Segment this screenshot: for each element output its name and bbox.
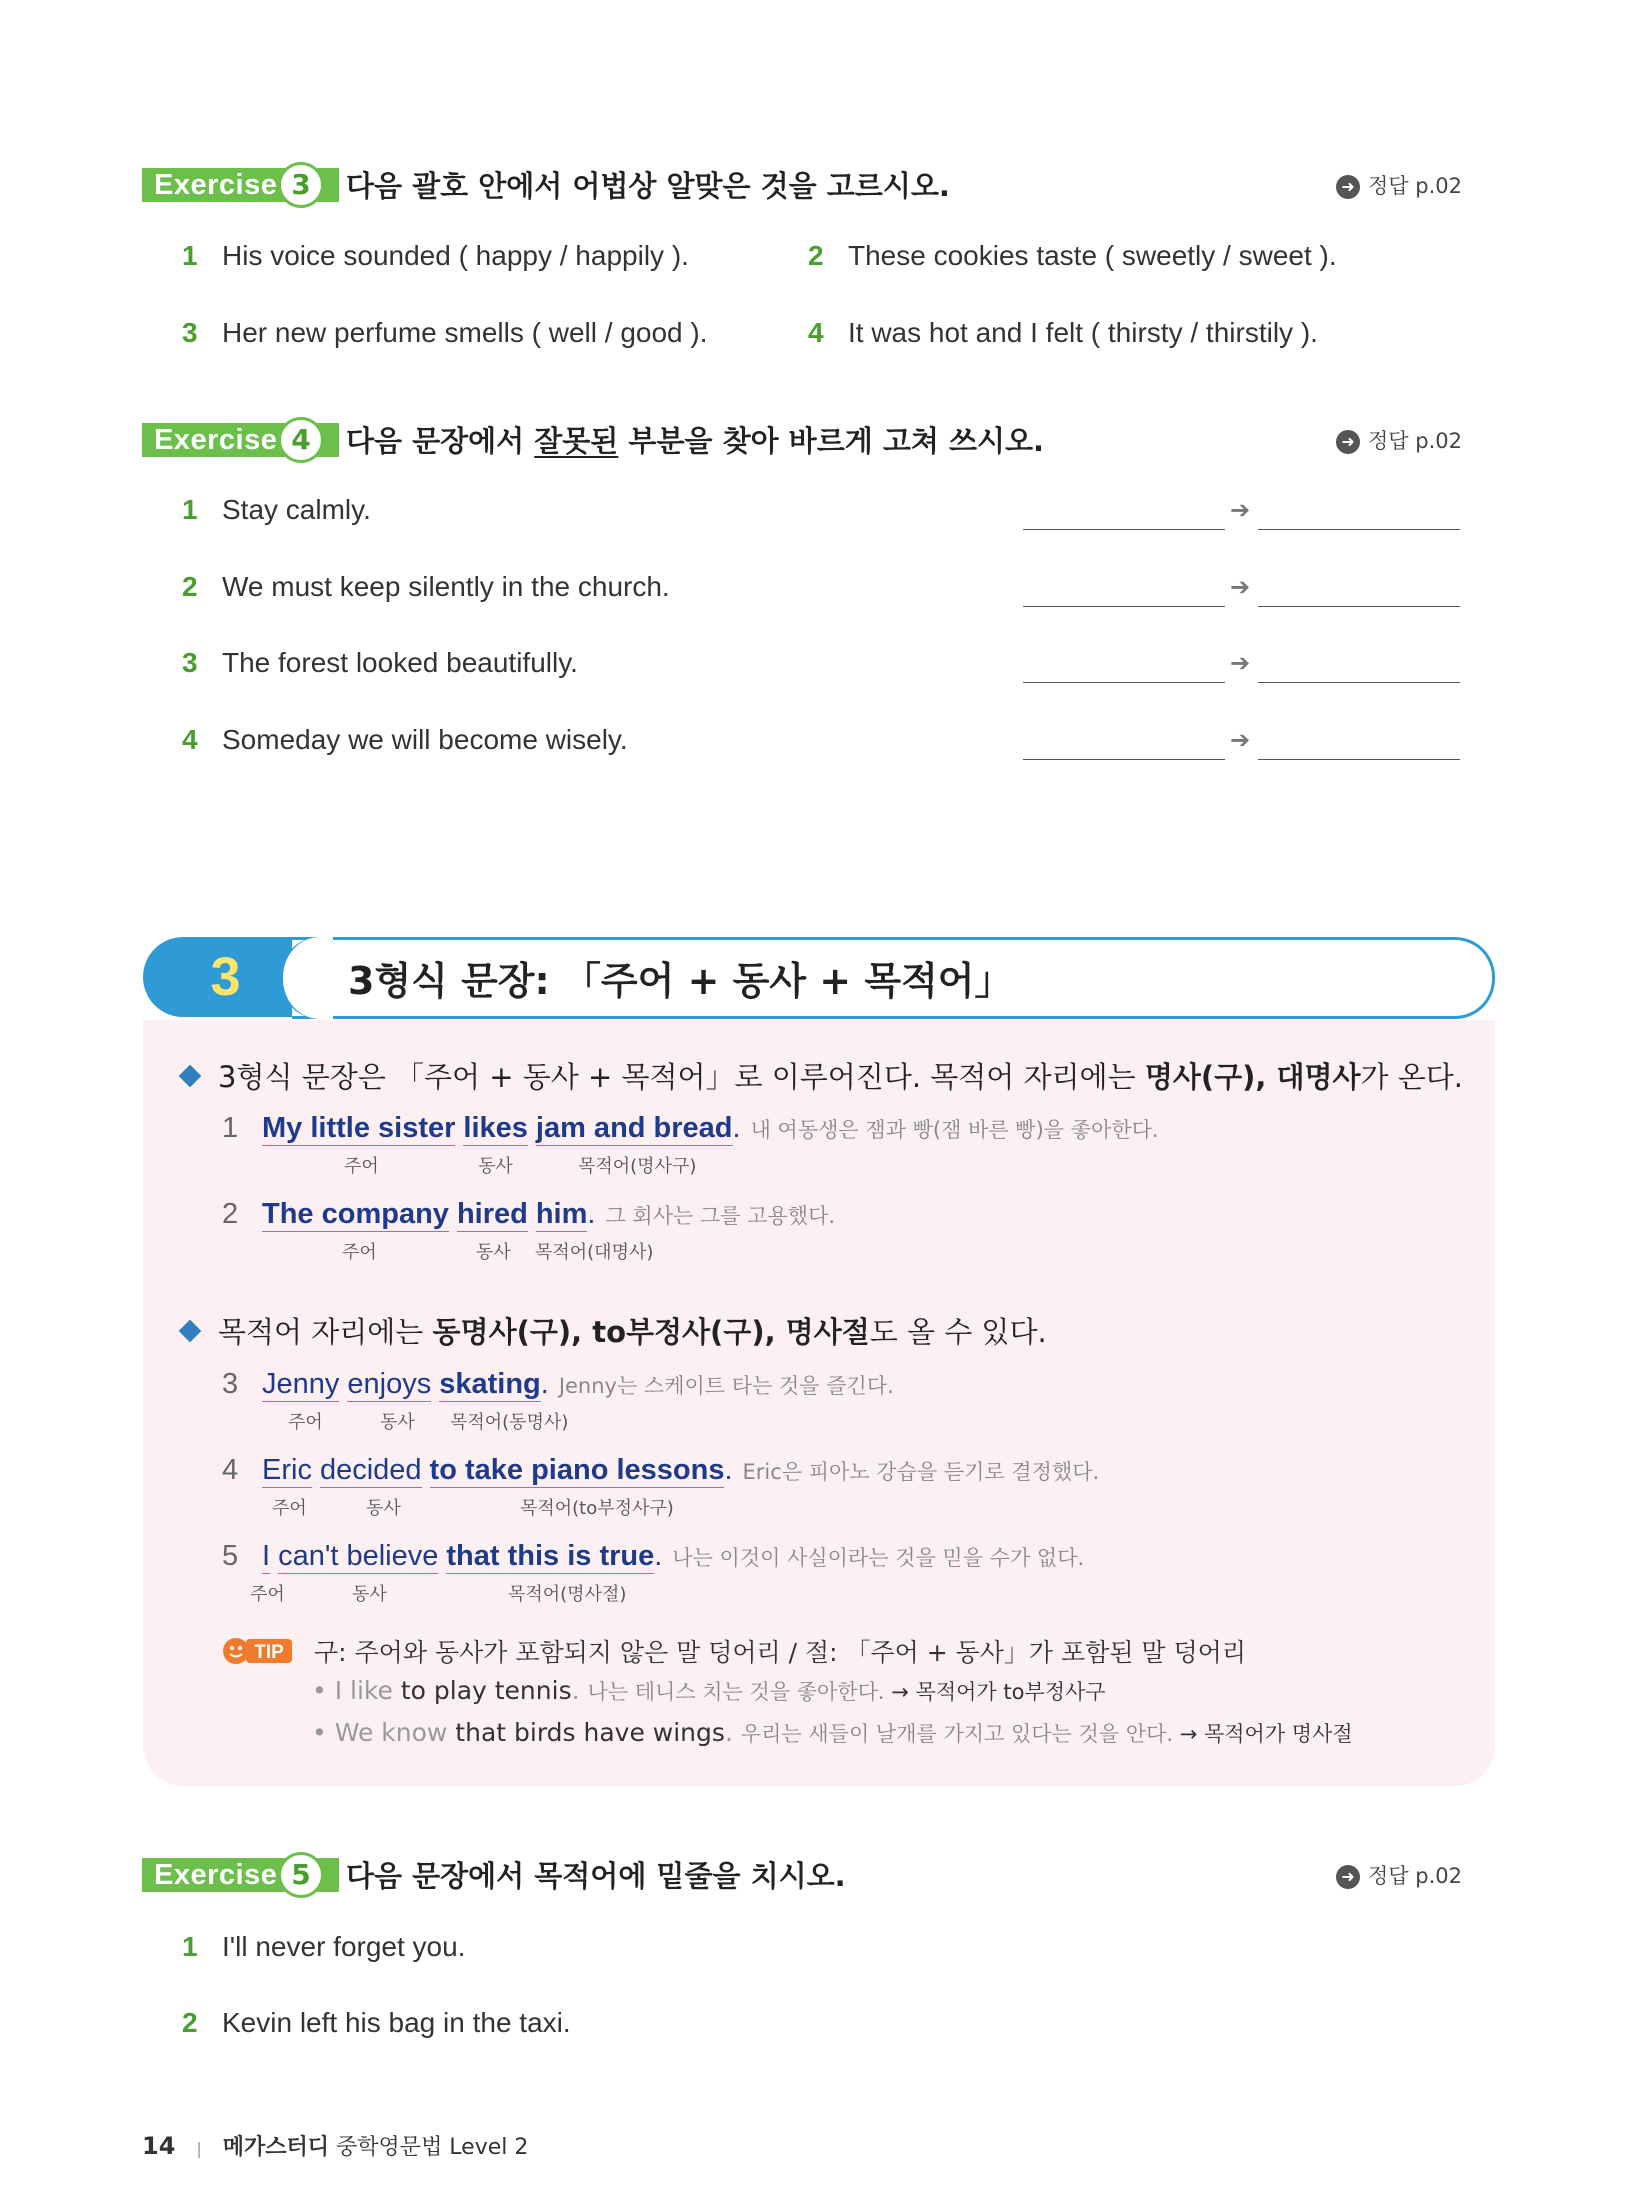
question-item: 1 Stay calmly. bbox=[182, 494, 371, 525]
question-item: 2 These cookies taste ( sweetly / sweet ). bbox=[808, 240, 1337, 271]
diamond-bullet-icon bbox=[179, 1065, 202, 1088]
exercise-4-header bbox=[142, 417, 1462, 463]
section-title: 3형식 문장: 「주어 + 동사 + 목적어」 bbox=[348, 959, 1013, 1003]
role-label: 동사 bbox=[476, 1242, 511, 1263]
translation: Jenny는 스케이트 타는 것을 즐긴다. bbox=[558, 1374, 894, 1398]
verb-segment: hired bbox=[456, 1198, 528, 1230]
tip-main-text: 구: 주어와 동사가 포함되지 않은 말 덩어리 / 절: 「주어 + 동사」가 포함된 말 덩어리 bbox=[314, 1638, 1246, 1667]
role-label: 목적어(to부정사구) bbox=[520, 1498, 674, 1519]
rule-bullet: 목적어 자리에는 동명사(구), to부정사(구), 명사절도 올 수 있다. bbox=[182, 1310, 1047, 1351]
tip-example: • I like to play tennis. 나는 테니스 치는 것을 좋아한다. → 목적어가 to부정사구 bbox=[312, 1676, 1106, 1705]
arrow-right-icon: ➜ bbox=[1336, 175, 1360, 199]
object-segment: jam and bread bbox=[535, 1112, 733, 1144]
example-sentence: 5 I can't believe that this is true. 나는 이것이 사실이라는 것을 믿을 수가 없다. bbox=[222, 1540, 1085, 1572]
rule-bullet: 3형식 문장은 「주어 + 동사 + 목적어」로 이루어진다. 목적어 자리에는 명사(구), 대명사가 온다. bbox=[182, 1055, 1463, 1096]
tip-example: • We know that birds have wings. 우리는 새들이 날개를 가지고 있다는 것을 안다. → 목적어가 명사절 bbox=[312, 1718, 1353, 1747]
role-label: 주어 bbox=[344, 1156, 379, 1177]
example-sentence: 2 The company hired him. 그 회사는 그를 고용했다. bbox=[222, 1198, 836, 1230]
object-segment: him bbox=[535, 1198, 588, 1230]
arrow-right-icon: ➜ bbox=[1336, 1865, 1360, 1889]
role-label: 동사 bbox=[366, 1498, 401, 1519]
question-item: 1 I'll never forget you. bbox=[182, 1931, 466, 1962]
arrow-right-icon: ➜ bbox=[1336, 430, 1360, 454]
object-segment: that this is true bbox=[446, 1540, 655, 1572]
translation: 내 여동생은 잼과 빵(잼 바른 빵)을 좋아한다. bbox=[750, 1118, 1159, 1142]
role-label: 목적어(동명사) bbox=[450, 1412, 569, 1433]
verb-segment: likes bbox=[463, 1112, 528, 1144]
answer-blank-correct[interactable] bbox=[1258, 682, 1460, 683]
exercise-number: 3 bbox=[278, 162, 324, 208]
example-sentence: 1 My little sister likes jam and bread. 내 여동생은 잼과 빵(잼 바른 빵)을 좋아한다. bbox=[222, 1112, 1159, 1144]
object-segment: skating bbox=[439, 1368, 541, 1400]
question-item: 3 The forest looked beautifully. bbox=[182, 647, 578, 678]
role-label: 동사 bbox=[380, 1412, 415, 1433]
exercise-badge: Exercise bbox=[142, 1858, 339, 1892]
verb-segment: decided bbox=[319, 1454, 422, 1486]
subject-segment: Eric bbox=[262, 1454, 312, 1486]
question-item: 2 Kevin left his bag in the taxi. bbox=[182, 2007, 571, 2038]
section-number: 3 bbox=[210, 947, 241, 1007]
footer-separator: | bbox=[196, 2139, 202, 2158]
verb-segment: can't believe bbox=[278, 1540, 439, 1572]
answer-label: 정답 p.02 bbox=[1368, 1864, 1462, 1888]
answer-blank-correct[interactable] bbox=[1258, 759, 1460, 760]
book-title: 중학영문법 Level 2 bbox=[329, 2135, 529, 2160]
answer-blank-wrong[interactable] bbox=[1023, 529, 1225, 530]
exercise-title: 다음 문장에서 잘못된 부분을 찾아 바르게 고쳐 쓰시오. bbox=[346, 424, 1045, 458]
page-footer bbox=[142, 2130, 528, 2161]
example-sentence: 4 Eric decided to take piano lessons. Eric은 피아노 강습을 듣기로 결정했다. bbox=[222, 1454, 1100, 1486]
answer-link[interactable] bbox=[1336, 1860, 1462, 1890]
exercise-badge: Exercise bbox=[142, 168, 339, 202]
answer-blank-correct[interactable] bbox=[1258, 529, 1460, 530]
question-item: 1 His voice sounded ( happy / happily ). bbox=[182, 240, 689, 271]
answer-label: 정답 p.02 bbox=[1368, 429, 1462, 453]
subject-segment: My little sister bbox=[262, 1112, 456, 1144]
subject-segment: Jenny bbox=[262, 1368, 340, 1400]
role-label: 주어 bbox=[250, 1584, 285, 1605]
exercise-number: 4 bbox=[278, 417, 324, 463]
subject-segment: I bbox=[262, 1540, 271, 1572]
exercise-number: 5 bbox=[278, 1852, 324, 1898]
tip-badge bbox=[222, 1636, 294, 1666]
answer-label: 정답 p.02 bbox=[1368, 174, 1462, 198]
exercise-title: 다음 문장에서 목적어에 밑줄을 치시오. bbox=[346, 1859, 846, 1893]
role-label: 주어 bbox=[272, 1498, 307, 1519]
translation: 나는 이것이 사실이라는 것을 믿을 수가 없다. bbox=[672, 1546, 1085, 1570]
role-label: 주어 bbox=[342, 1242, 377, 1263]
tip-label: TIP bbox=[254, 1642, 284, 1663]
answer-blank-wrong[interactable] bbox=[1023, 606, 1225, 607]
answer-link[interactable] bbox=[1336, 170, 1462, 200]
exercise-5-header bbox=[142, 1852, 1462, 1898]
role-label: 동사 bbox=[352, 1584, 387, 1605]
exercise-3-header bbox=[142, 162, 1462, 208]
arrow-right-icon: ➔ bbox=[1230, 496, 1251, 524]
book-brand: 메가스터디 bbox=[222, 2135, 330, 2160]
example-sentence: 3 Jenny enjoys skating. Jenny는 스케이트 타는 것을 즐긴다. bbox=[222, 1368, 894, 1400]
arrow-right-icon: ➔ bbox=[1230, 573, 1251, 601]
arrow-right-icon: ➔ bbox=[1230, 649, 1251, 677]
answer-link[interactable] bbox=[1336, 425, 1462, 455]
role-label: 목적어(대명사) bbox=[535, 1242, 654, 1263]
role-label: 주어 bbox=[288, 1412, 323, 1433]
role-label: 동사 bbox=[478, 1156, 513, 1177]
role-label: 목적어(명사절) bbox=[508, 1584, 627, 1605]
role-label: 목적어(명사구) bbox=[578, 1156, 697, 1177]
object-segment: to take piano lessons bbox=[429, 1454, 725, 1486]
translation: Eric은 피아노 강습을 듣기로 결정했다. bbox=[742, 1460, 1100, 1484]
page-number: 14 bbox=[142, 2132, 176, 2160]
question-item: 4 Someday we will become wisely. bbox=[182, 724, 628, 755]
answer-blank-wrong[interactable] bbox=[1023, 759, 1225, 760]
question-item: 2 We must keep silently in the church. bbox=[182, 571, 670, 602]
question-item: 4 It was hot and I felt ( thirsty / thirstily ). bbox=[808, 317, 1318, 348]
diamond-bullet-icon bbox=[179, 1320, 202, 1343]
question-item: 3 Her new perfume smells ( well / good ). bbox=[182, 317, 708, 348]
exercise-title: 다음 괄호 안에서 어법상 알맞은 것을 고르시오. bbox=[346, 169, 950, 203]
exercise-badge: Exercise bbox=[142, 423, 339, 457]
arrow-right-icon: ➔ bbox=[1230, 726, 1251, 754]
subject-segment: The company bbox=[262, 1198, 449, 1230]
translation: 그 회사는 그를 고용했다. bbox=[605, 1204, 836, 1228]
answer-blank-correct[interactable] bbox=[1258, 606, 1460, 607]
verb-segment: enjoys bbox=[347, 1368, 432, 1400]
answer-blank-wrong[interactable] bbox=[1023, 682, 1225, 683]
